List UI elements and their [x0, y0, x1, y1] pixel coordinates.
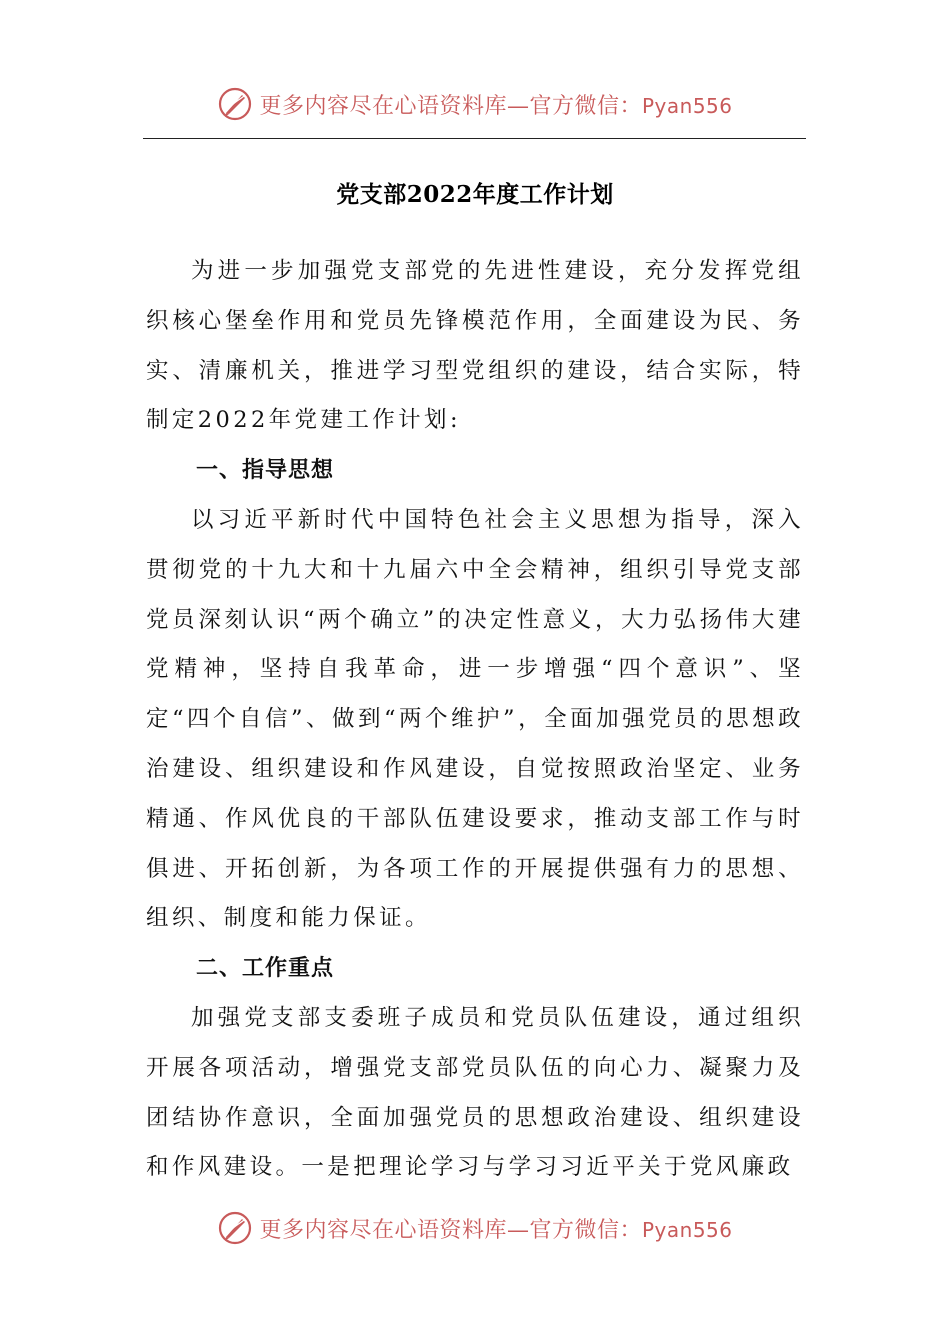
footer-banner-dash: —官方微信： — [506, 1217, 642, 1243]
header-watermark-banner — [0, 82, 950, 126]
header-banner-main: 更多内容尽在心语资料库 — [259, 93, 507, 119]
footer-banner-main: 更多内容尽在心语资料库 — [259, 1217, 507, 1243]
section-heading-guiding-ideology: 一、指导思想 — [196, 458, 335, 484]
header-banner-text — [259, 89, 732, 120]
header-banner-dash: —官方微信： — [506, 93, 642, 119]
quill-pen-logo-icon — [217, 1210, 253, 1246]
section-body-guiding-ideology: 以习近平新时代中国特色社会主义思想为指导，深入贯彻党的十九大和十九届六中全会精神，组织引导党支部党员深刻认识“两个确立”的决定性意义，大力弘扬伟大建党精神，坚持自我革命，进一步增强“四个意识”、坚定“四个自信”、做到“两个维护”，全面加强党员的思想政治建设、组织建设和作风建设，自觉按照政治坚定、业务精通、作风优良的干部队伍建设要求，推动支部工作与时俱进、开拓创新，为各项工作的开展提供强有力的思想、组织、制度和能力保证。 — [146, 506, 804, 932]
quill-pen-logo-icon — [217, 86, 253, 122]
footer-banner-text — [259, 1213, 732, 1244]
document-title: 党支部2022年度工作计划 — [336, 181, 614, 208]
header-banner-wechat: Pyan556 — [642, 93, 733, 118]
footer-banner-wechat: Pyan556 — [642, 1217, 733, 1242]
document-body — [146, 247, 804, 1193]
footer-watermark-banner — [0, 1206, 950, 1250]
section-heading-work-priorities: 二、工作重点 — [196, 956, 335, 982]
header-divider — [143, 138, 806, 139]
section-body-work-priorities: 加强党支部支委班子成员和党员队伍建设，通过组织开展各项活动，增强党支部党员队伍的向心力、凝聚力及团结协作意识，全面加强党员的思想政治建设、组织建设和作风建设。一是把理论学习与学习习近平关于党风廉政 — [146, 1004, 804, 1181]
intro-paragraph: 为进一步加强党支部党的先进性建设，充分发挥党组织核心堡垒作用和党员先锋模范作用，全面建设为民、务实、清廉机关，推进学习型党组织的建设，结合实际，特制定2022年党建工作计划: — [146, 258, 804, 434]
